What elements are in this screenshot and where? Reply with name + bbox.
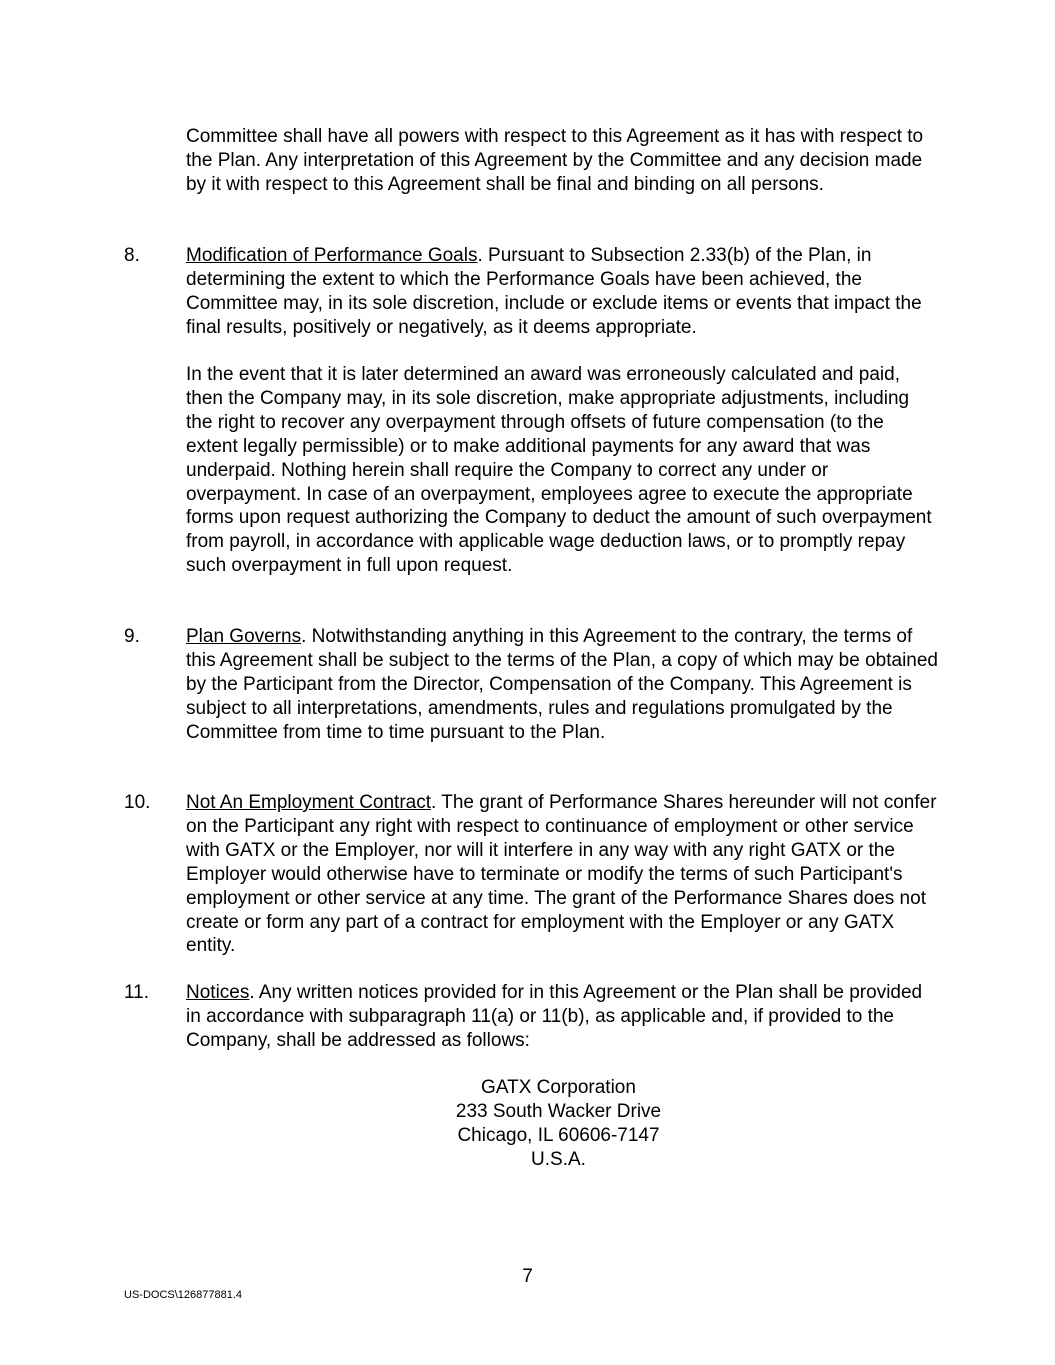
section-9-number: 9. xyxy=(124,626,140,647)
intro-paragraph: Committee shall have all powers with respect to this Agreement as it has with respect to the Plan. Any interpretation of this Agreement by the Committee and any decision made by it with respect to this Agreement shall be final and binding on all persons. xyxy=(186,126,924,195)
address-line-4: U.S.A. xyxy=(531,1148,586,1170)
address-line-3: Chicago, IL 60606-7147 xyxy=(457,1124,660,1146)
company-address xyxy=(186,1076,931,1172)
section-11-heading: Notices xyxy=(186,982,250,1003)
section-10-paragraph xyxy=(186,791,938,958)
section-9-paragraph xyxy=(186,625,938,745)
section-8-text: . Pursuant to Subsection 2.33(b) of the Plan, in determining the extent to which the Performance Goals have been achieved, the Committee may, in its sole discretion, include or exclude items or events that impact the final results, positively or negatively, as it deems appropriate. xyxy=(186,245,922,338)
document-id: US-DOCS\126877881.4 xyxy=(124,1289,243,1301)
section-10-number: 10. xyxy=(124,792,151,813)
section-9-heading: Plan Governs xyxy=(186,626,302,647)
address-line-2: 233 South Wacker Drive xyxy=(455,1100,662,1122)
section-11-paragraph xyxy=(186,981,938,1053)
section-8-number: 8. xyxy=(124,245,140,266)
address-line-1: GATX Corporation xyxy=(481,1077,636,1098)
section-10-text: . The grant of Performance Shares hereunder will not confer on the Participant any right with respect to continuance of employment or other service with GATX or the Employer, nor will it interfere in any way with any right GATX or the Employer would otherwise have to terminate or modify the terms of such Participant's employment or other service at any time. The grant of the Performance Shares does not create or form any part of a contract for employment with the Employer or any GATX entity. xyxy=(186,792,937,957)
section-8-heading: Modification of Performance Goals xyxy=(186,245,478,266)
section-8-extra-paragraph: In the event that it is later determined an award was erroneously calculated and paid, then the Company may, in its sole discretion, make appropriate adjustments, including the right to recover any overpayment through offsets of future compensation (to the extent legally permissible) or to make additional payments for any award that was underpaid. Nothing herein shall require the Company to correct any under or overpayment. In case of an overpayment, employees agree to execute the appropriate forms upon request authorizing the Company to deduct the amount of such overpayment from payroll, in accordance with applicable wage deduction laws, or to promptly repay such overpayment in full upon request. xyxy=(186,364,932,577)
page-number: 7 xyxy=(522,1266,533,1287)
section-11-text: . Any written notices provided for in this Agreement or the Plan shall be provided in accordance with subparagraph 11(a) or 11(b), as applicable and, if provided to the Company, shall be addressed as follows: xyxy=(186,982,923,1051)
section-10-heading: Not An Employment Contract xyxy=(186,792,431,813)
section-11-number: 11. xyxy=(124,982,150,1003)
section-8-paragraph xyxy=(186,244,938,340)
section-9-text: . Notwithstanding anything in this Agreement to the contrary, the terms of this Agreement shall be subject to the terms of the Plan, a copy of which may be obtained by the Participant from the Director, Compensation of the Company. This Agreement is subject to all interpretations, amendments, rules and regulations promulgated by the Committee from time to time pursuant to the Plan. xyxy=(186,626,938,743)
